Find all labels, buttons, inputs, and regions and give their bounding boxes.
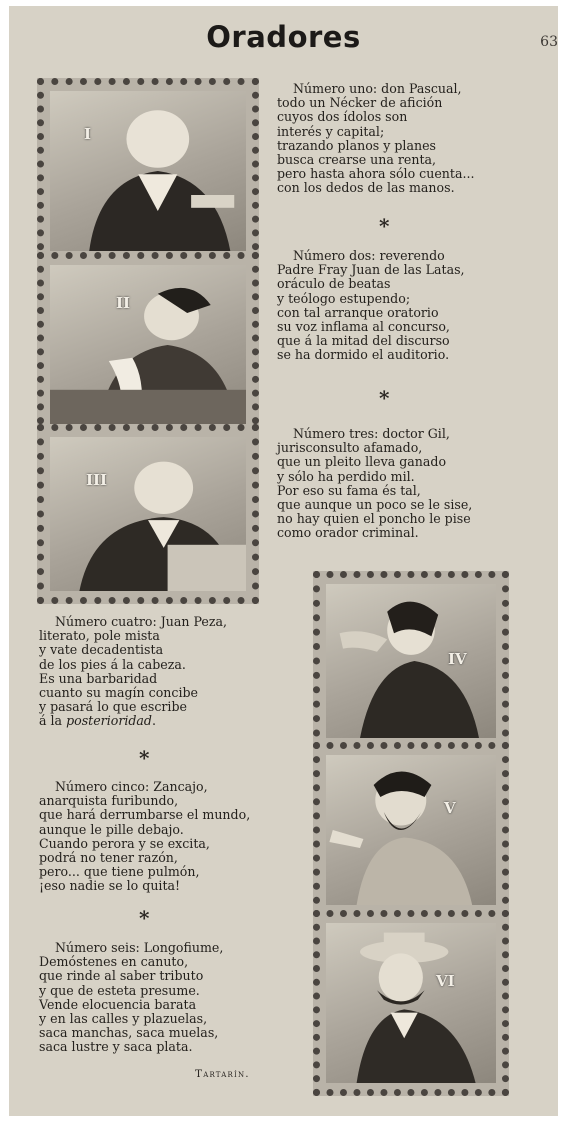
portrait-numeral-5: V bbox=[444, 799, 456, 817]
poem-1 bbox=[277, 82, 474, 196]
portrait-illustration-2 bbox=[50, 265, 246, 425]
poem-line: Número dos: reverendo bbox=[293, 248, 445, 263]
poem-line: y sólo ha perdido mil. bbox=[277, 468, 415, 484]
poem-line: y en las calles y plazuelas, bbox=[39, 1011, 208, 1027]
poem-line: con los dedos de las manos. bbox=[277, 180, 455, 196]
poem-line: se ha dormido el auditorio. bbox=[277, 347, 450, 363]
poem-line: Por eso su fama és tal, bbox=[277, 482, 421, 498]
poem-line: que un pleito lleva ganado bbox=[277, 454, 447, 470]
poem-line: Número seis: Longofiume, bbox=[55, 940, 224, 955]
poem-line: interés y capital; bbox=[277, 123, 385, 139]
poem-line: jurisconsulto afamado, bbox=[277, 440, 423, 456]
separator-star: * bbox=[139, 906, 150, 930]
portrait-frame-4 bbox=[313, 571, 509, 751]
portrait-frame-1 bbox=[37, 78, 259, 264]
portrait-frame-6 bbox=[313, 910, 509, 1096]
poem-line: saca manchas, saca muelas, bbox=[39, 1025, 219, 1041]
poem-line: Vende elocuencia barata bbox=[39, 996, 197, 1012]
poem-line: anarquista furibundo, bbox=[39, 793, 179, 809]
poem-2 bbox=[277, 249, 465, 363]
poem-3 bbox=[277, 427, 472, 541]
magazine-page bbox=[9, 6, 558, 1116]
poem-line: todo un Nécker de afición bbox=[277, 95, 443, 111]
poem-line: y que de esteta presume. bbox=[39, 982, 200, 998]
portrait-illustration-6 bbox=[326, 923, 496, 1083]
poem-line: que aunque un poco se le sise, bbox=[277, 497, 473, 513]
poem-line: y teólogo estupendo; bbox=[277, 290, 411, 306]
poem-line: trazando planos y planes bbox=[277, 137, 436, 153]
poem-line: Número cuatro: Juan Peza, bbox=[55, 614, 228, 629]
poem-line: Demóstenes en canuto, bbox=[39, 954, 189, 970]
author-signature: Tartarín. bbox=[195, 1068, 250, 1080]
poem-line: saca lustre y saca plata. bbox=[39, 1039, 193, 1055]
portrait-numeral-1: I bbox=[84, 125, 92, 143]
poem-line: aunque le pille debajo. bbox=[39, 821, 184, 837]
poem-line: pero hasta ahora sólo cuenta... bbox=[277, 166, 475, 182]
poem-line: cuyos dos ídolos son bbox=[277, 109, 408, 125]
portrait-numeral-4: IV bbox=[448, 650, 467, 668]
page-number: 63 bbox=[540, 34, 558, 50]
poem-line: no hay quien el poncho le pise bbox=[277, 511, 471, 527]
portrait-illustration-4 bbox=[326, 584, 496, 738]
portrait-frame-5 bbox=[313, 742, 509, 918]
portrait-illustration-1 bbox=[50, 91, 246, 251]
portrait-numeral-6: VI bbox=[436, 972, 455, 990]
poem-line: Número uno: don Pascual, bbox=[293, 81, 462, 96]
poem-line: y pasará lo que escribe bbox=[39, 699, 187, 715]
poem-line: pero... que tiene pulmón, bbox=[39, 864, 200, 880]
poem-4 bbox=[39, 615, 227, 729]
portrait-frame-2 bbox=[37, 252, 259, 438]
separator-star: * bbox=[379, 386, 390, 410]
poem-5 bbox=[39, 780, 250, 894]
poem-line: literato, pole mista bbox=[39, 628, 160, 644]
portrait-numeral-3: III bbox=[86, 471, 108, 489]
separator-star: * bbox=[139, 746, 150, 770]
poem-line: Es una barbaridad bbox=[39, 670, 158, 686]
poem-line: su voz inflama al concurso, bbox=[277, 319, 450, 335]
poem-line: ¡eso nadie se lo quita! bbox=[39, 878, 181, 894]
poem-line: de los pies á la cabeza. bbox=[39, 656, 186, 672]
poem-line: que rinde al saber tributo bbox=[39, 968, 204, 984]
poem-line-start: á la bbox=[39, 713, 67, 729]
poem-line: oráculo de beatas bbox=[277, 276, 391, 292]
poem-line: cuanto su magín concibe bbox=[39, 685, 199, 701]
poem-line bbox=[39, 714, 227, 728]
poem-line: Número cinco: Zancajo, bbox=[55, 779, 208, 794]
poem-line: Cuando perora y se excita, bbox=[39, 835, 210, 851]
poem-line: que hará derrumbarse el mundo, bbox=[39, 807, 251, 823]
poem-line: con tal arranque oratorio bbox=[277, 304, 439, 320]
poem-line: Número tres: doctor Gil, bbox=[293, 426, 450, 441]
poem-emphasis: posterioridad bbox=[66, 713, 152, 729]
poem-line-end: . bbox=[152, 713, 157, 729]
separator-star: * bbox=[379, 214, 390, 238]
poem-line: podrá no tener razón, bbox=[39, 850, 178, 866]
poem-6 bbox=[39, 941, 223, 1055]
portrait-numeral-2: II bbox=[116, 294, 131, 312]
portrait-frame-3 bbox=[37, 424, 259, 604]
poem-line: busca crearse una renta, bbox=[277, 152, 437, 168]
poem-line: como orador criminal. bbox=[277, 525, 419, 541]
poem-line: Padre Fray Juan de las Latas, bbox=[277, 262, 465, 278]
portrait-illustration-3 bbox=[50, 437, 246, 591]
portrait-illustration-5 bbox=[326, 755, 496, 905]
poem-line: y vate decadentista bbox=[39, 642, 164, 658]
poem-line: que á la mitad del discurso bbox=[277, 333, 450, 349]
page-title: Oradores bbox=[206, 20, 361, 54]
